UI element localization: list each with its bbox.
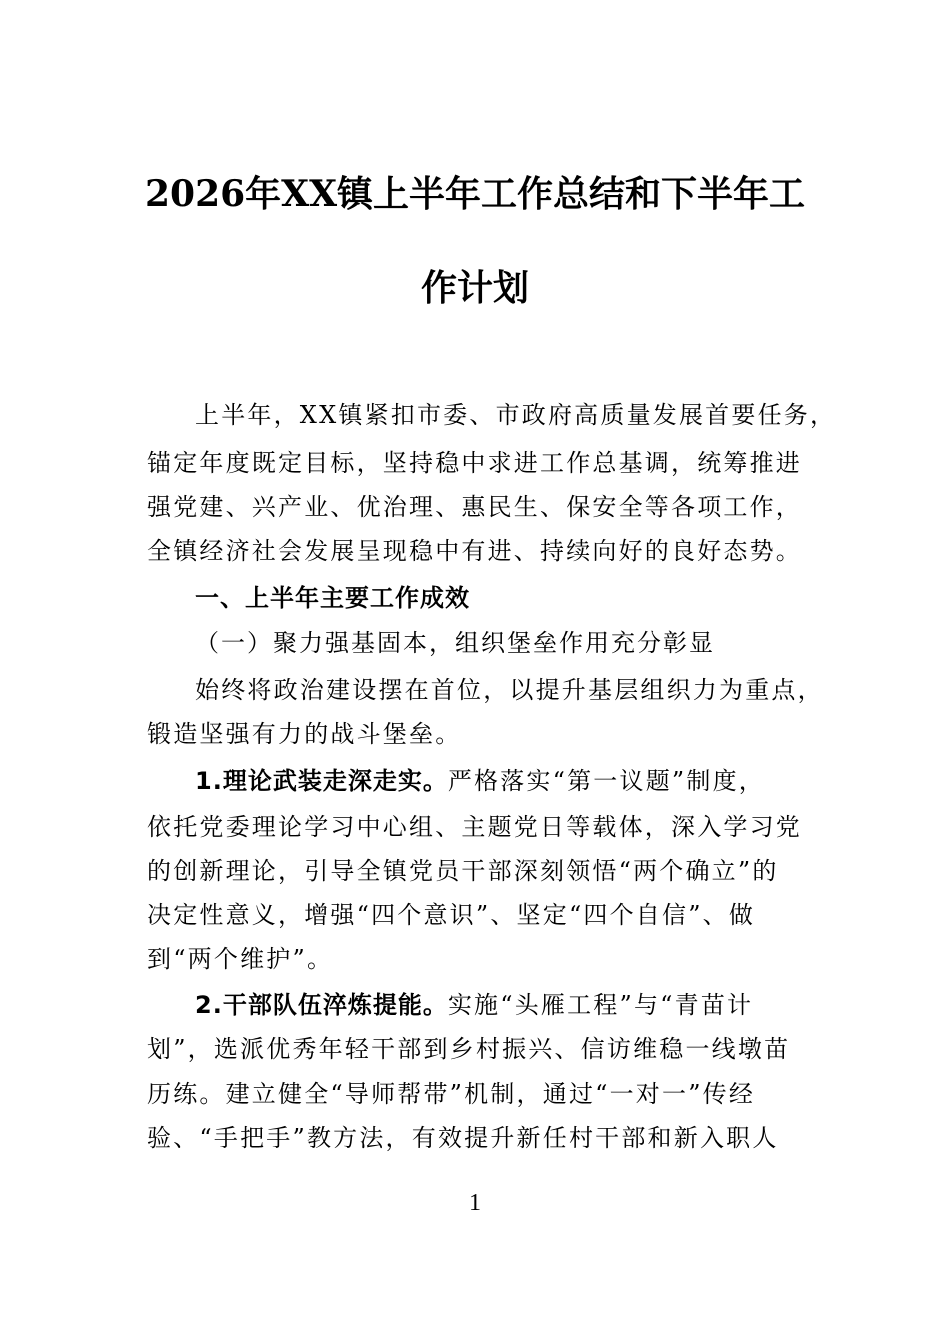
item-lead: 2.干部队伍淬炼提能。 — [195, 991, 448, 1019]
paragraph-line: 锻造坚强有力的战斗堡垒。 — [147, 720, 462, 748]
item-first-line — [195, 759, 765, 803]
paragraph-line: 划”，选派优秀年轻干部到乡村振兴、信访维稳一线墩苗 — [147, 1035, 791, 1063]
item-text: 严格落实“第一议题”制度， — [447, 767, 765, 795]
intro-line: 强党建、兴产业、优治理、惠民生、保安全等各项工作， — [147, 493, 802, 521]
document-title-line-2: 作计划 — [420, 267, 529, 309]
paragraph-line: 依托党委理论学习中心组、主题党日等载体，深入学习党 — [147, 813, 802, 841]
intro-line: 全镇经济社会发展呈现稳中有进、持续向好的良好态势。 — [147, 537, 802, 565]
page-number: 1 — [469, 1190, 481, 1216]
paragraph-line: 到“两个维护”。 — [147, 945, 334, 973]
paragraph-line: 的创新理论，引导全镇党员干部深刻领悟“两个确立”的 — [147, 857, 779, 885]
intro-line: 锚定年度既定目标，坚持稳中求进工作总基调，统筹推进 — [147, 449, 802, 477]
document-title-line-1: 2026年XX镇上半年工作总结和下半年工 — [144, 173, 806, 215]
paragraph-line: 始终将政治建设摆在首位，以提升基层组织力为重点， — [195, 676, 824, 704]
subsection-heading: （一）聚力强基固本，组织堡垒作用充分彰显 — [195, 629, 715, 657]
item-text: 实施“头雁工程”与“青苗计 — [447, 991, 754, 1019]
paragraph-line: 验、“手把手”教方法，有效提升新任村干部和新入职人 — [147, 1124, 779, 1152]
intro-line: 上半年，XX镇紧扣市委、市政府高质量发展首要任务， — [195, 401, 837, 429]
item-lead: 1.理论武装走深走实。 — [195, 767, 448, 795]
paragraph-line: 决定性意义，增强“四个意识”、坚定“四个自信”、做 — [147, 901, 756, 929]
paragraph-line: 历练。建立健全“导师帮带”机制，通过“一对一”传经 — [147, 1080, 756, 1108]
item-first-line — [195, 983, 753, 1027]
section-heading: 一、上半年主要工作成效 — [195, 584, 470, 612]
